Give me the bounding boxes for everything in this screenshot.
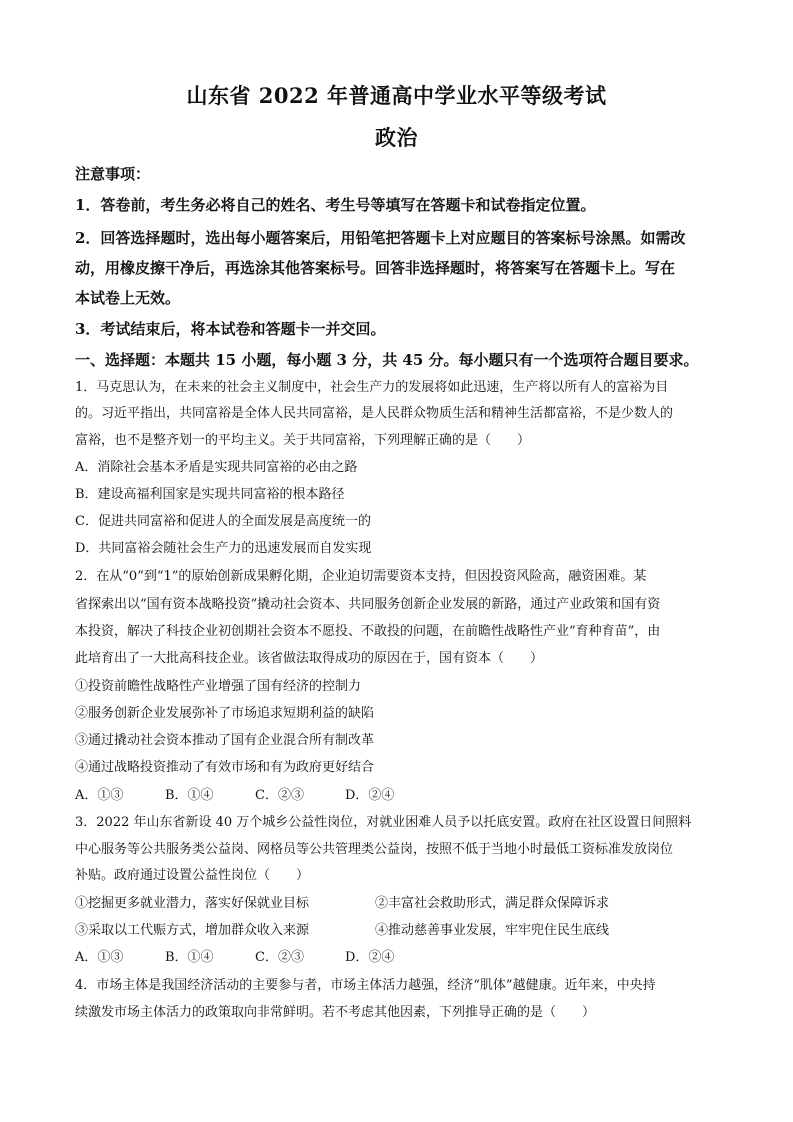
- question-1-option: D．共同富裕会随社会生产力的迅速发展而自发实现: [75, 541, 372, 556]
- question-2-statement: ③通过撬动社会资本推动了国有企业混合所有制改革: [75, 733, 375, 748]
- question-3-statement: ②丰富社会救助形式，满足群众保障诉求: [375, 896, 610, 911]
- question-2-statement: ①投资前瞻性战略性产业增强了国有经济的控制力: [75, 679, 362, 694]
- question-1-option: B．建设高福利国家是实现共同富裕的根本路径: [75, 487, 345, 502]
- question-2-choices: [75, 787, 725, 805]
- notice-heading: 注意事项：: [75, 165, 151, 183]
- question-2-statement: ④通过战略投资推动了有效市场和有为政府更好结合: [75, 760, 375, 775]
- question-1-stem: 的。习近平指出，共同富裕是全体人民共同富裕，是人民群众物质生活和精神生活都富裕，不是少数人的: [75, 406, 674, 421]
- question-3-statement: ④推动慈善事业发展，牢牢兜住民生底线: [375, 923, 610, 938]
- question-3-statement: ③采取以工代赈方式，增加群众收入来源: [75, 923, 310, 938]
- choice-c: C．②③: [255, 788, 304, 803]
- question-3-statement: ①挖掘更多就业潜力，落实好保就业目标: [75, 896, 310, 911]
- subject-title: 政治: [375, 125, 418, 150]
- question-4-stem: 续激发市场主体活力的政策取向非常鲜明。若不考虑其他因素，下列推导正确的是（ ）: [75, 1005, 596, 1020]
- question-2-statement: ②服务创新企业发展弥补了市场追求短期利益的缺陷: [75, 706, 375, 721]
- choice-b: B．①④: [165, 788, 214, 803]
- question-2-stem: 省探索出以“国有资本战略投资”撬动社会资本、共同服务创新企业发展的新路，通过产业政策和国有资: [75, 597, 661, 612]
- choice-a: A．①③: [75, 788, 124, 803]
- question-1-stem: 富裕，也不是整齐划一的平均主义。关于共同富裕，下列理解正确的是（ ）: [75, 433, 531, 448]
- question-4-stem: 4．市场主体是我国经济活动的主要参与者，市场主体活力越强，经济“肌体”越健康。近年来，中央持: [75, 978, 656, 993]
- notice-item: 1．答卷前，考生务必将自己的姓名、考生号等填写在答题卡和试卷指定位置。: [75, 196, 596, 214]
- question-3-stem: 中心服务等公共服务类公益岗、网格员等公共管理类公益岗，按照不低于当地小时最低工资标准发放岗位: [75, 842, 674, 857]
- notice-item: 3．考试结束后，将本试卷和答题卡一并交回。: [75, 320, 386, 338]
- question-3-choices: [75, 949, 725, 967]
- question-1-stem: 1．马克思认为，在未来的社会主义制度中，社会生产力的发展将如此迅速，生产将以所有人的富裕为目: [75, 380, 669, 395]
- choice-d: D．②④: [345, 950, 395, 965]
- exam-title: 山东省 2022 年普通高中学业水平等级考试: [186, 83, 607, 108]
- question-2-stem: 本投资，解决了科技企业初创期社会资本不愿投、不敢投的问题，在前瞻性战略性产业“育种育苗”，由: [75, 624, 661, 639]
- question-1-option: C．促进共同富裕和促进人的全面发展是高度统一的: [75, 514, 371, 529]
- section-heading: 一、选择题：本题共 15 小题，每小题 3 分，共 45 分。每小题只有一个选项符合题目要求。: [75, 351, 699, 369]
- notice-item: 本试卷上无效。: [75, 289, 181, 307]
- question-2-stem: 此培育出了一大批高科技企业。该省做法取得成功的原因在于，国有资本（ ）: [75, 651, 544, 666]
- question-3-stem: 3．2022 年山东省新设 40 万个城乡公益性岗位，对就业困难人员予以托底安置。政府在社区设置日间照料: [75, 815, 692, 830]
- question-3-stem: 补贴。政府通过设置公益性岗位（ ）: [75, 868, 310, 883]
- question-1-option: A．消除社会基本矛盾是实现共同富裕的必由之路: [75, 460, 358, 475]
- choice-a: A．①③: [75, 950, 124, 965]
- choice-d: D．②④: [345, 788, 395, 803]
- notice-item: 动，用橡皮擦干净后，再选涂其他答案标号。回答非选择题时，将答案写在答题卡上。写在: [75, 259, 676, 277]
- choice-b: B．①④: [165, 950, 214, 965]
- question-2-stem: 2．在从“0”到“1”的原始创新成果孵化期，企业迫切需要资本支持，但因投资风险高，融资困难。某: [75, 569, 647, 584]
- notice-item: 2．回答选择题时，选出每小题答案后，用铅笔把答题卡上对应题目的答案标号涂黑。如需改: [75, 229, 686, 247]
- choice-c: C．②③: [255, 950, 304, 965]
- question-3-statements-row: [75, 895, 725, 913]
- question-3-statements-row: [75, 922, 725, 940]
